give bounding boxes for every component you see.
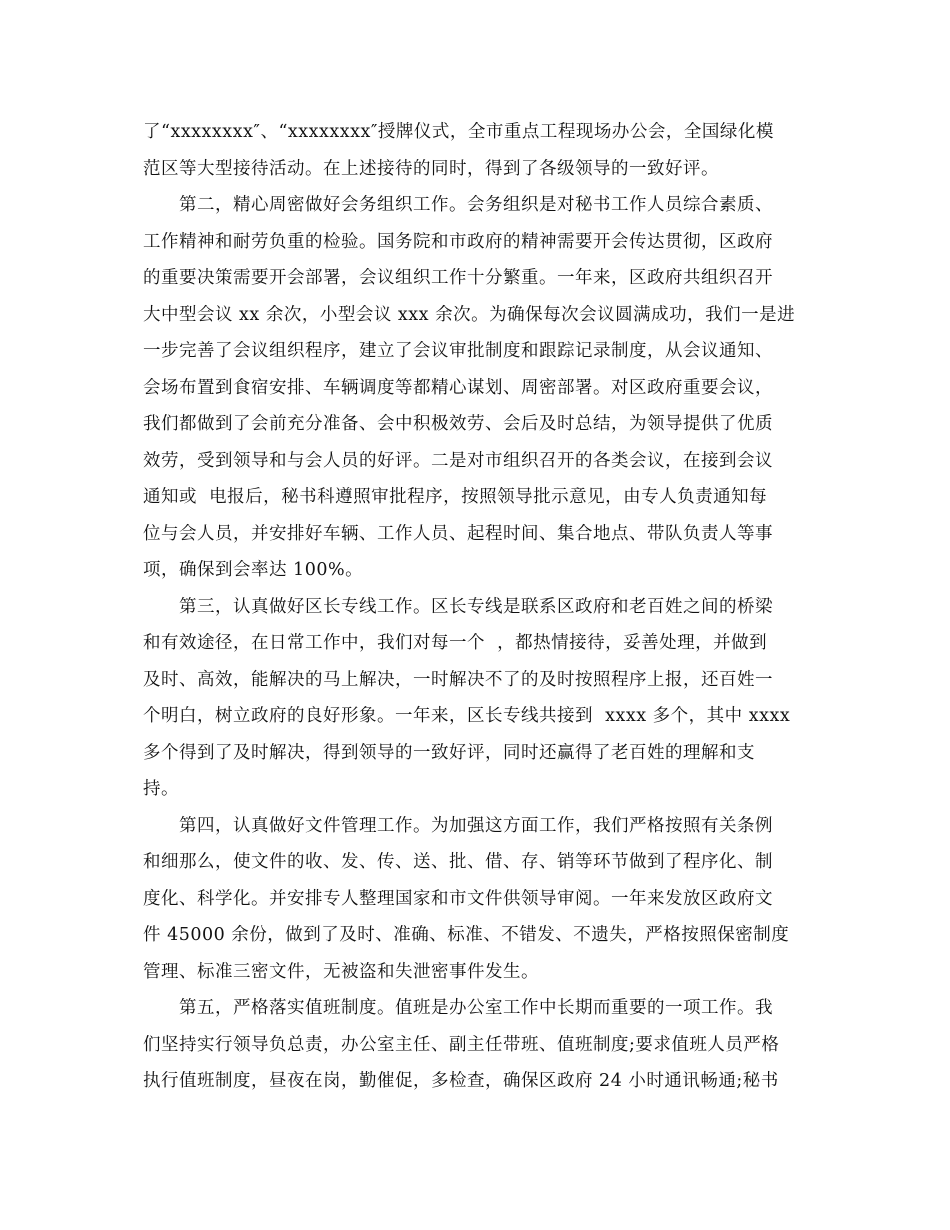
text-line: 的重要决策需要开会部署，会议组织工作十分繁重。一年来，区政府共组织召开 <box>143 268 773 288</box>
text-line: 件 45000 余份，做到了及时、准确、标准、不错发、不遗失，严格按照保密制度 <box>143 925 790 945</box>
text-line: 们坚持实行领导负总责，办公室主任、副主任带班、值班制度;要求值班人员严格 <box>143 1034 780 1055</box>
text-line: 管理、标准三密文件，无被盗和失泄密事件发生。 <box>143 961 539 982</box>
text-line: 范区等大型接待活动。在上述接待的同时，得到了各级领导的一致好评。 <box>143 158 719 179</box>
text-line: 及时、高效，能解决的马上解决，一时解决不了的及时按照程序上报，还百姓一 <box>143 669 773 690</box>
paragraph-start-line: 第四，认真做好文件管理工作。为加强这方面工作，我们严格按照有关条例 <box>179 815 773 836</box>
text-line: 多个得到了及时解决，得到领导的一致好评，同时还赢得了老百姓的理解和支 <box>143 742 755 763</box>
paragraph-start-line: 第二，精心周密做好会务组织工作。会务组织是对秘书工作人员综合素质、 <box>179 195 773 215</box>
text-line: 项，确保到会率达 100%。 <box>143 560 364 580</box>
text-line: 和细那么，使文件的收、发、传、送、批、借、存、销等环节做到了程序化、制 <box>143 852 773 872</box>
text-line: 执行值班制度，昼夜在岗，勤催促，多检查，确保区政府 24 小时通讯畅通;秘书 <box>143 1071 779 1091</box>
text-line: 持。 <box>143 779 179 799</box>
text-line: 了“xxxxxxxx″、“xxxxxxxx″授牌仪式，全市重点工程现场办公会，全国绿化模 <box>143 122 774 142</box>
text-line: 通知或 电报后，秘书科遵照审批程序，按照领导批示意见，由专人负责通知每 <box>143 487 768 507</box>
text-line: 一步完善了会议组织程序，建立了会议审批制度和跟踪记录制度，从会议通知、 <box>143 341 773 361</box>
text-line: 和有效途径，在日常工作中，我们对每一个 ，都热情接待，妥善处理，并做到 <box>143 633 768 653</box>
paragraph-start-line: 第五，严格落实值班制度。值班是办公室工作中长期而重要的一项工作。我 <box>179 998 773 1018</box>
text-line: 度化、科学化。并安排专人整理国家和市文件供领导审阅。一年来发放区政府文 <box>143 888 773 909</box>
text-line: 位与会人员，并安排好车辆、工作人员、起程时间、集合地点、带队负责人等事 <box>143 523 773 544</box>
text-line: 效劳，受到领导和与会人员的好评。二是对市组织召开的各类会议，在接到会议 <box>143 450 773 471</box>
paragraph-start-line: 第三，认真做好区长专线工作。区长专线是联系区政府和老百姓之间的桥梁 <box>179 596 773 617</box>
text-line: 个明白，树立政府的良好形象。一年来，区长专线共接到 xxxx 多个，其中 xxxx <box>143 706 791 726</box>
document-body <box>143 114 807 1100</box>
text-line: 工作精神和耐劳负重的检验。国务院和市政府的精神需要开会传达贯彻，区政府 <box>143 231 773 252</box>
text-line: 大中型会议 xx 余次，小型会议 xxx 余次。为确保每次会议圆满成功，我们一是进 <box>143 304 796 325</box>
text-line: 会场布置到食宿安排、车辆调度等都精心谋划、周密部署。对区政府重要会议， <box>143 377 773 398</box>
text-line: 我们都做到了会前充分准备、会中积极效劳、会后及时总结，为领导提供了优质 <box>143 414 773 434</box>
